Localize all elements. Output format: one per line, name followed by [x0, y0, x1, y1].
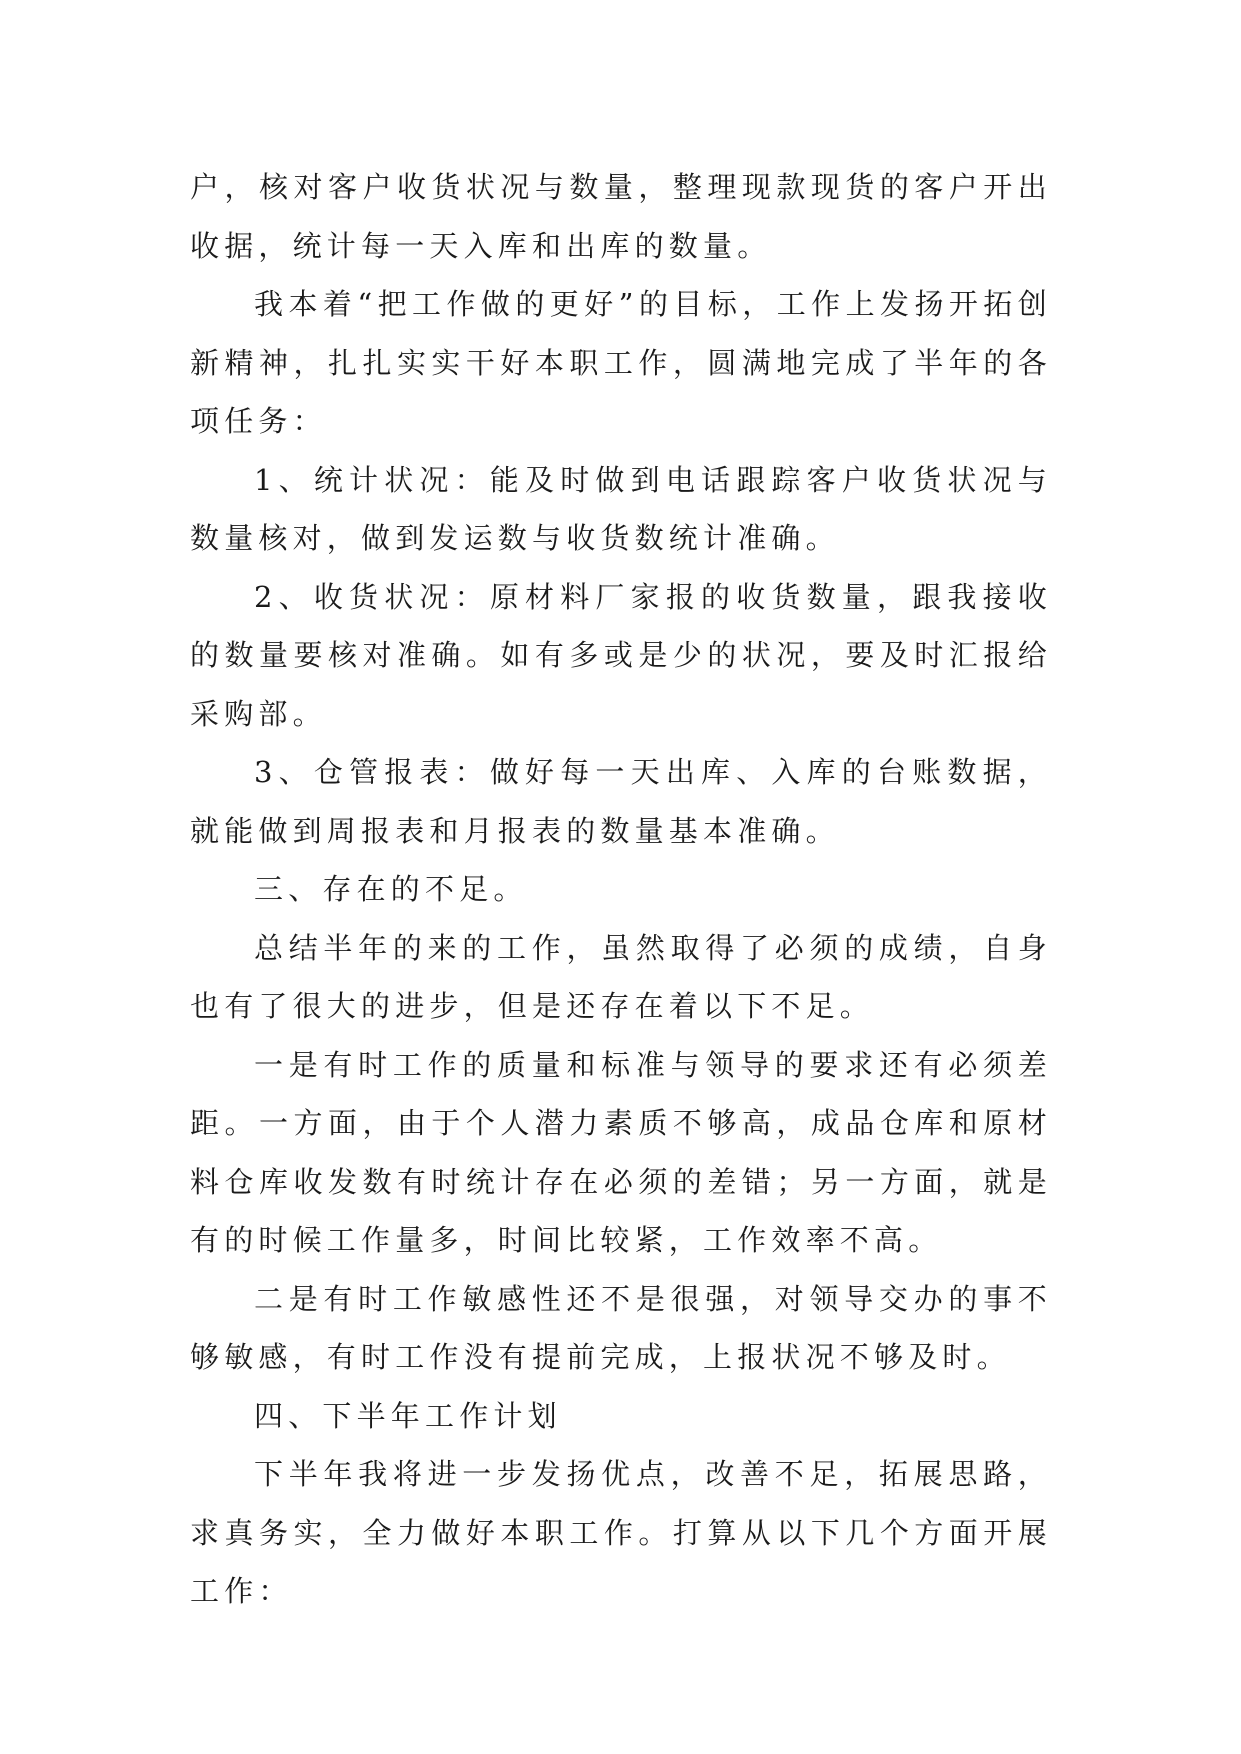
paragraph-summary: 总结半年的来的工作，虽然取得了必须的成绩，自身也有了很大的进步，但是还存在着以下不足。	[190, 930, 1052, 1023]
paragraph-continuation: 户，核对客户收货状况与数量，整理现款现货的客户开出收据，统计每一天入库和出库的数量。	[190, 170, 1052, 263]
section-heading-plan: 四、下半年工作计划	[254, 1398, 562, 1433]
paragraph-plan-intro: 下半年我将进一步发扬优点，改善不足，拓展思路，求真务实，全力做好本职工作。打算从以下几个方面开展工作：	[190, 1457, 1052, 1608]
paragraph-item-statistics: 1、统计状况：能及时做到电话跟踪客户收货状况与数量核对，做到发运数与收货数统计准确。	[190, 462, 1052, 555]
paragraph-goal: 我本着“把工作做的更好”的目标，工作上发扬开拓创新精神，扎扎实实干好本职工作，圆满地完成了半年的各项任务：	[190, 287, 1052, 438]
paragraph-shortcoming-two: 二是有时工作敏感性还不是很强，对领导交办的事不够敏感，有时工作没有提前完成，上报状况不够及时。	[190, 1281, 1052, 1374]
paragraph-shortcoming-one: 一是有时工作的质量和标准与领导的要求还有必须差距。一方面，由于个人潜力素质不够高，成品仓库和原材料仓库收发数有时统计存在必须的差错；另一方面，就是有的时候工作量多，时间比较紧，工作效率不高。	[190, 1047, 1052, 1257]
document-body	[190, 158, 1052, 1621]
section-heading-shortcomings: 三、存在的不足。	[254, 872, 528, 906]
paragraph-item-reports: 3、仓管报表：做好每一天出库、入库的台账数据，就能做到周报表和月报表的数量基本准确。	[190, 755, 1052, 848]
paragraph-item-receiving: 2、收货状况：原材料厂家报的收货数量，跟我接收的数量要核对准确。如有多或是少的状况，要及时汇报给采购部。	[190, 579, 1052, 731]
